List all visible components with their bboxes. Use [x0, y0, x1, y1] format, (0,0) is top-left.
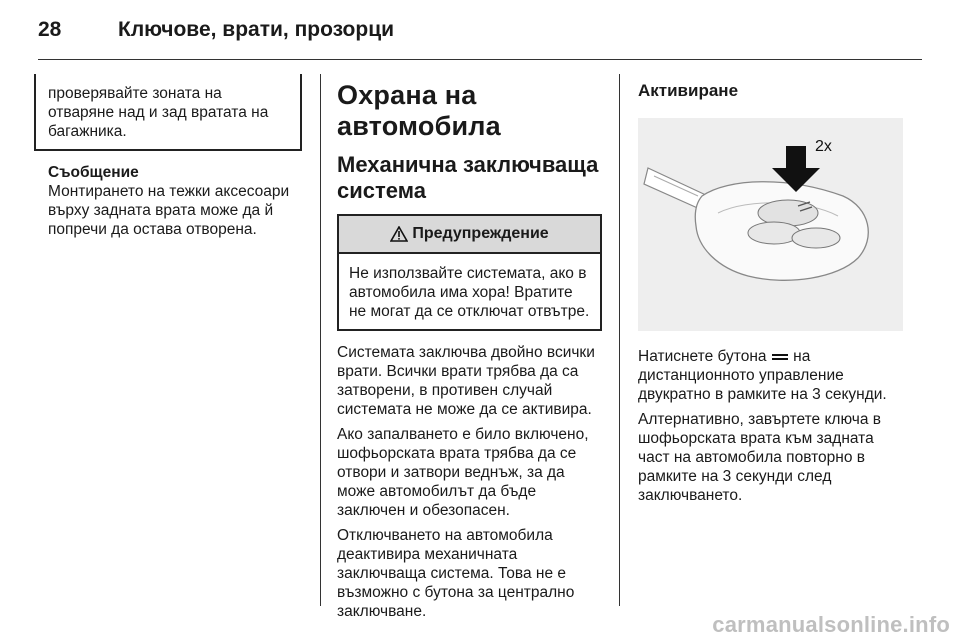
warning-box	[337, 214, 602, 331]
page-number: 28	[38, 18, 62, 41]
key-fob-drawing	[638, 118, 903, 331]
watermark: carmanualsonline.info	[712, 612, 950, 637]
activation-text	[620, 347, 902, 505]
notice-box	[34, 74, 302, 151]
paragraph: Отключването на автомобила деактивира механичната заключваща система. Това не е възможно с бутона за централно заключване.	[337, 527, 575, 620]
press-count-label: 2x	[815, 138, 832, 155]
paragraph-part: Натиснете бутона	[638, 348, 767, 365]
notice-text: проверявайте зоната на отваряне над и зад вратата на багажника.	[48, 85, 269, 140]
paragraph-part: на дистанционното управление двукратно в рамките на 3 секунди.	[638, 348, 887, 403]
column-3	[620, 74, 902, 511]
warning-title: Предупреждение	[412, 225, 549, 242]
note-text: Монтирането на тежки аксесоари върху задната врата може да й попречи да остава отворена.	[48, 183, 290, 238]
key-fob-illustration	[638, 118, 903, 331]
paragraph: Ако запалването е било включено, шофьорската врата трябва да се отвори и затвори веднъж, за да може автомобилът да бъде заключен и обезопасен.	[337, 426, 589, 519]
warning-header	[339, 216, 600, 254]
note-title: Съобщение	[48, 164, 139, 181]
activation-heading: Активиране	[638, 81, 739, 100]
section-heading: Охрана на автомобила	[337, 80, 501, 141]
page-title: Ключове, врати, прозорци	[118, 18, 395, 41]
paragraph: Алтернативно, завъртете ключа в шофьорската врата към задната част на автомобила повторно в рамките на 3 секунди след заключването.	[638, 411, 881, 504]
paragraph	[638, 347, 902, 404]
column-2	[337, 74, 602, 627]
lock-button-icon	[771, 352, 789, 362]
column-1	[34, 74, 302, 239]
header-rule	[38, 59, 922, 60]
warning-text: Не използвайте системата, ако в автомобила има хора! Вратите не могат да се отключат отвътре.	[349, 265, 590, 320]
column-divider-1	[320, 74, 321, 606]
paragraph: Системата заключва двойно всички врати. Всички врати трябва да са затворени, в противен случай системата не може да се активира.	[337, 344, 595, 418]
warning-body	[339, 254, 600, 329]
page-header	[38, 18, 394, 48]
subsection-heading: Механична заключваща система	[337, 152, 599, 203]
warning-triangle-icon	[390, 226, 408, 242]
